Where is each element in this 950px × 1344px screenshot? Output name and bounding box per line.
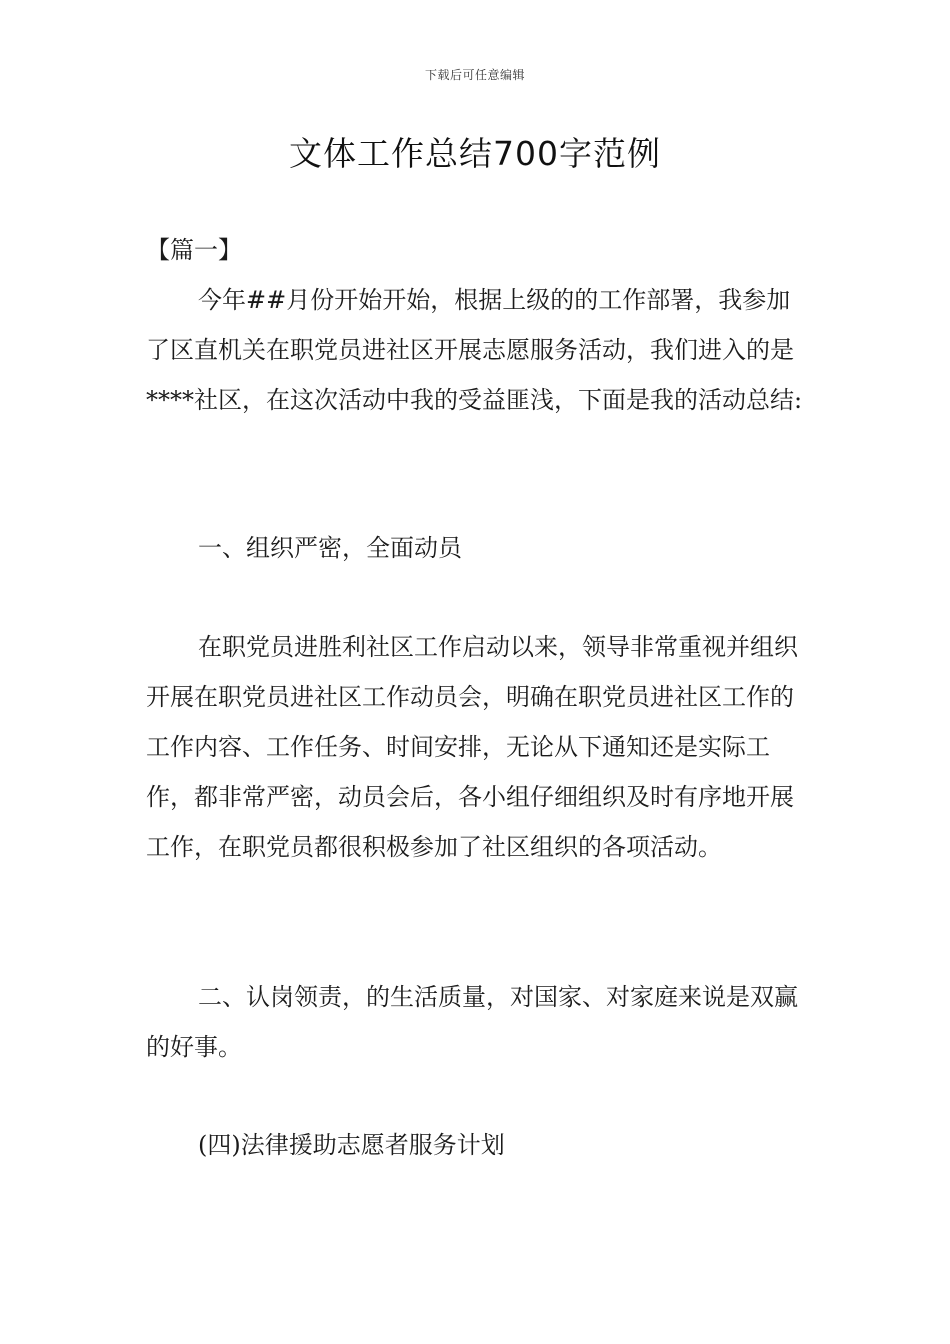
document-title: 文体工作总结700字范例 — [289, 134, 661, 173]
section-tag: 【篇一】 — [146, 236, 242, 264]
section-heading-1: 一、组织严密，全面动员 — [198, 534, 462, 562]
paragraph-responsibility: 二、认岗领责，的生活质量，对国家、对家庭来说是双赢的好事。 — [146, 983, 798, 1061]
paragraph-intro: 今年##月份开始开始，根据上级的的工作部署，我参加了区直机关在职党员进社区开展志愿服务活动，我们进入的是****社区，在这次活动中我的受益匪浅，下面是我的活动总结: — [146, 286, 803, 414]
paragraph-organization: 在职党员进胜利社区工作启动以来，领导非常重视并组织开展在职党员进社区工作动员会，明确在职党员进社区工作的工作内容、工作任务、时间安排，无论从下通知还是实际工作，都非常严密，动员会后，各小组仔细组织及时有序地开展工作，在职党员都很积极参加了社区组织的各项活动。 — [146, 633, 798, 861]
section-heading-legal-aid: (四)法律援助志愿者服务计划 — [198, 1131, 505, 1159]
header-note: 下载后可任意编辑 — [424, 68, 525, 82]
